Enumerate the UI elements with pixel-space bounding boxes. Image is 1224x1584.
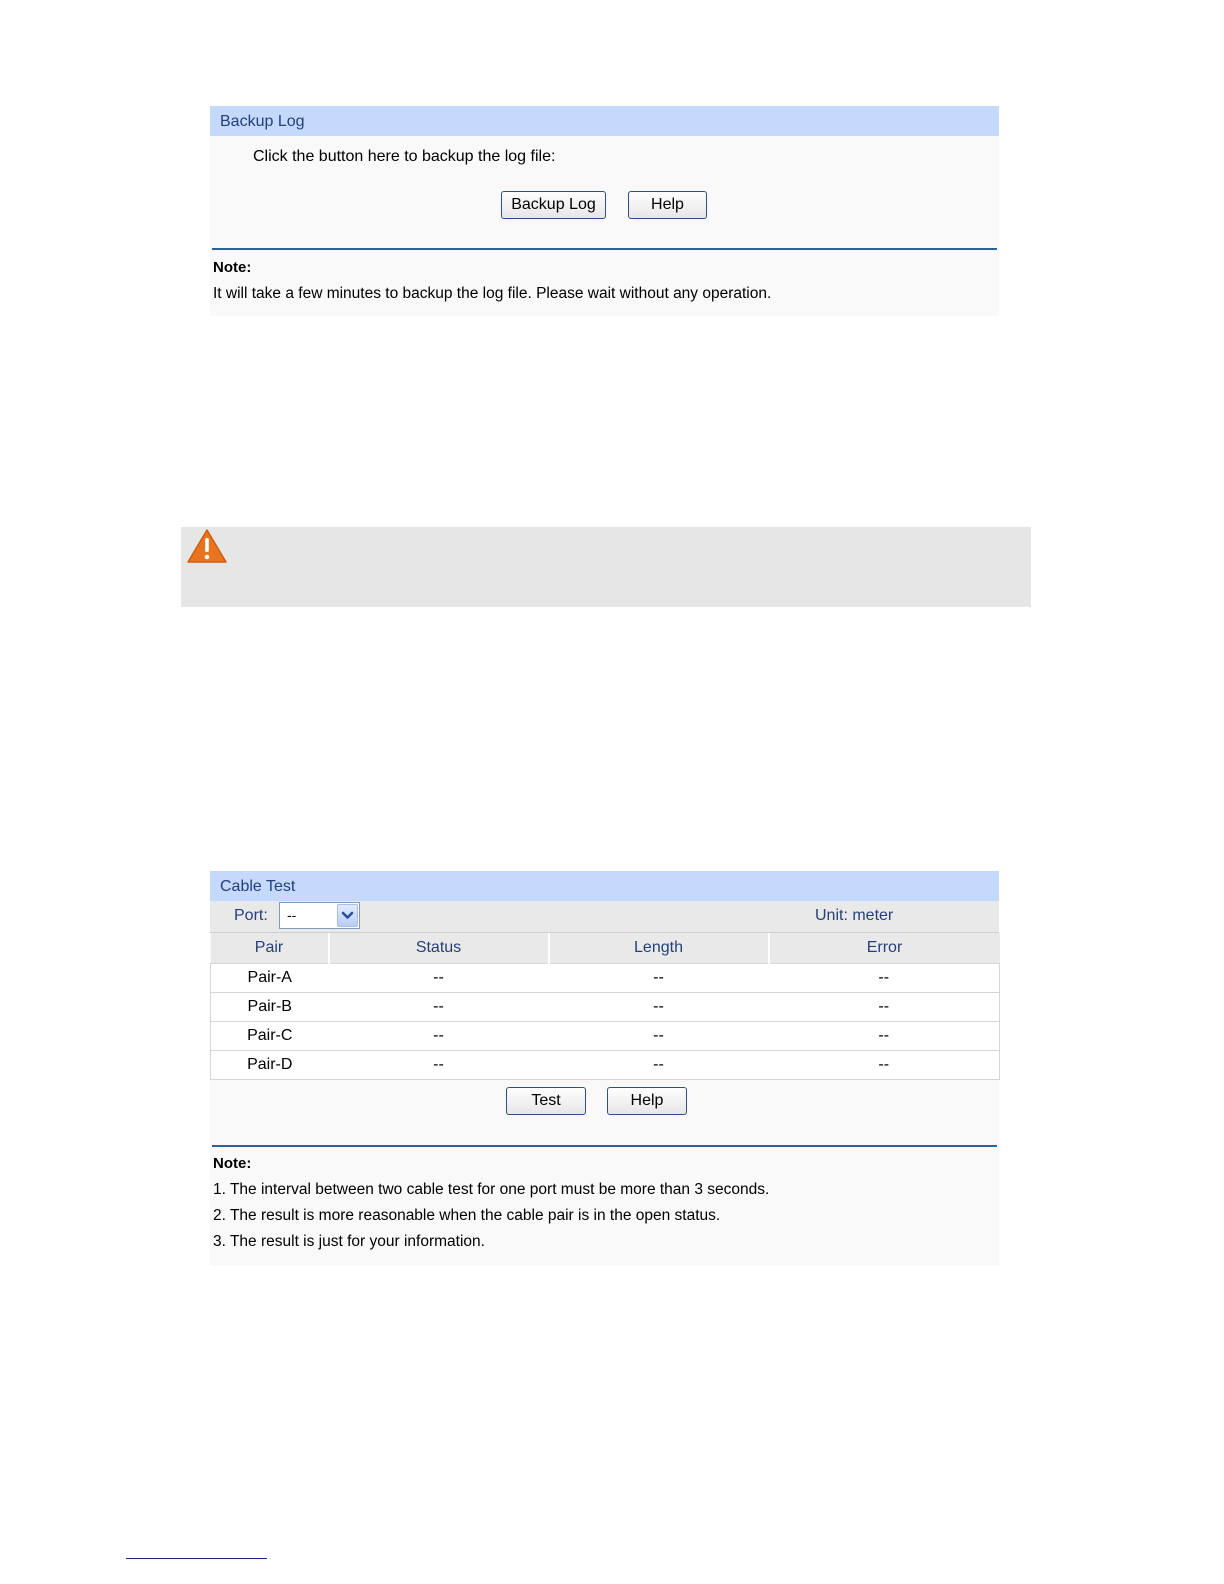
length-cell: --: [549, 1051, 769, 1080]
table-row: [211, 964, 1000, 993]
table-row: [211, 1051, 1000, 1080]
backup-log-header: Backup Log: [210, 106, 999, 136]
chevron-down-icon[interactable]: [337, 904, 358, 927]
error-cell: --: [769, 964, 1000, 993]
cable-note-title: Note:: [213, 1155, 252, 1172]
backup-instruction: Click the button here to backup the log file:: [253, 148, 556, 165]
status-cell: --: [329, 1022, 549, 1051]
column-header-status: Status: [329, 933, 549, 964]
cable-test-header: Cable Test: [210, 871, 999, 901]
status-cell: --: [329, 964, 549, 993]
table-row: [211, 993, 1000, 1022]
backup-note-text: It will take a few minutes to backup the log file. Please wait without any operation.: [213, 285, 772, 302]
warning-box: [181, 527, 1031, 607]
backup-note-title: Note:: [213, 259, 252, 276]
error-cell: --: [769, 1022, 1000, 1051]
port-row: [210, 901, 999, 933]
column-header-pair: Pair: [211, 933, 329, 964]
error-cell: --: [769, 993, 1000, 1022]
status-cell: --: [329, 993, 549, 1022]
backup-help-button[interactable]: Help: [628, 191, 707, 219]
table-header-row: [211, 933, 1000, 964]
column-header-error: Error: [769, 933, 1000, 964]
pair-cell: Pair-B: [211, 993, 329, 1022]
table-row: [211, 1022, 1000, 1051]
cable-note-line-1: 1. The interval between two cable test for one port must be more than 3 seconds.: [213, 1181, 770, 1198]
cable-test-table: [210, 933, 1000, 1080]
test-button[interactable]: Test: [506, 1087, 586, 1115]
backup-separator: [212, 248, 997, 250]
cable-help-button[interactable]: Help: [607, 1087, 687, 1115]
port-select-value: --: [287, 907, 297, 923]
port-select[interactable]: [279, 902, 360, 929]
port-label: Port:: [234, 907, 268, 924]
column-header-length: Length: [549, 933, 769, 964]
length-cell: --: [549, 964, 769, 993]
cable-note-line-3: 3. The result is just for your information.: [213, 1233, 485, 1250]
unit-label: Unit: meter: [815, 907, 894, 924]
length-cell: --: [549, 993, 769, 1022]
pair-cell: Pair-C: [211, 1022, 329, 1051]
status-cell: --: [329, 1051, 549, 1080]
footer-rule: [126, 1558, 267, 1559]
cable-note-line-2: 2. The result is more reasonable when the cable pair is in the open status.: [213, 1207, 721, 1224]
pair-cell: Pair-D: [211, 1051, 329, 1080]
pair-cell: Pair-A: [211, 964, 329, 993]
backup-log-button[interactable]: Backup Log: [501, 191, 606, 219]
cable-test-panel: [210, 871, 999, 1266]
backup-log-panel: [210, 106, 999, 316]
cable-separator: [212, 1145, 997, 1147]
length-cell: --: [549, 1022, 769, 1051]
error-cell: --: [769, 1051, 1000, 1080]
